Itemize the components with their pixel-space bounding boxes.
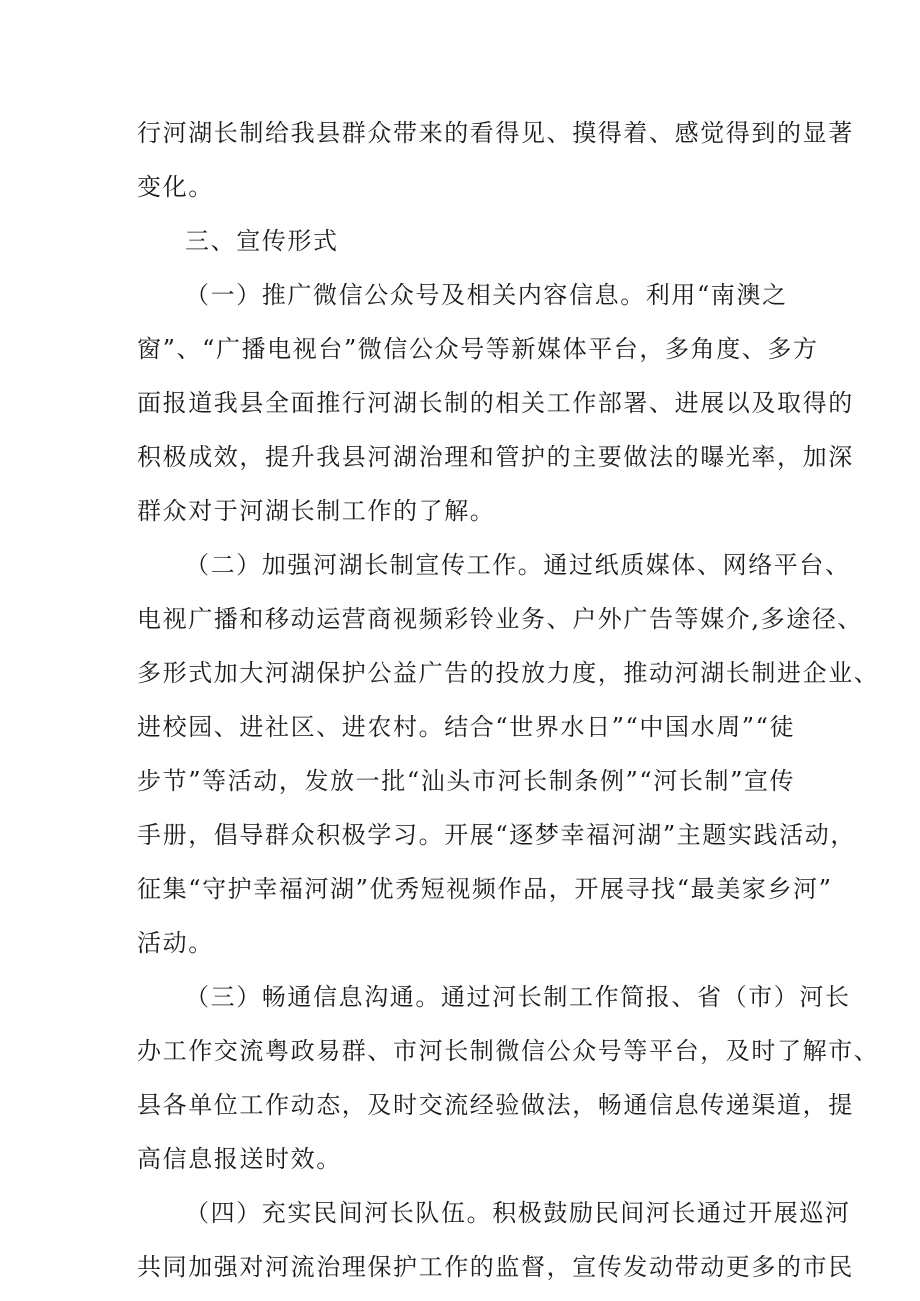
text-line: 共同加强对河流治理保护工作的监督，宣传发动带动更多的市民 — [137, 1253, 854, 1281]
text-line: （三）畅通信息沟通。通过河长制工作简报、省（市）河长 — [185, 983, 851, 1011]
text-line: 变化。 — [137, 173, 214, 201]
text-line: 电视广播和移动运营商视频彩铃业务、户外广告等媒介,多途径、 — [137, 605, 864, 633]
text-line: 手册，倡导群众积极学习。开展“逐梦幸福河湖”主题实践活动， — [137, 821, 856, 849]
text-line: （二）加强河湖长制宣传工作。通过纸质媒体、网络平台、 — [185, 551, 851, 579]
text-line: 办工作交流粤政易群、市河长制微信公众号等平台，及时了解市、 — [137, 1037, 880, 1065]
text-line: 群众对于河湖长制工作的了解。 — [137, 497, 496, 525]
text-line: 行河湖长制给我县群众带来的看得见、摸得着、感觉得到的显著 — [137, 119, 854, 147]
text-line: （四）充实民间河长队伍。积极鼓励民间河长通过开展巡河 — [185, 1199, 851, 1227]
section-heading: 三、宣传形式 — [185, 227, 339, 255]
text-line: 步节”等活动，发放一批“汕头市河长制条例”“河长制”宣传 — [137, 767, 796, 795]
text-line: 面报道我县全面推行河湖长制的相关工作部署、进展以及取得的 — [137, 389, 854, 417]
text-line: 征集“守护幸福河湖”优秀短视频作品，开展寻找“最美家乡河” — [137, 875, 833, 903]
text-line: 多形式加大河湖保护公益广告的投放力度，推动河湖长制进企业、 — [137, 659, 880, 687]
text-line: 高信息报送时效。 — [137, 1145, 342, 1173]
text-line: 活动。 — [137, 929, 214, 957]
text-line: 窗”、“广播电视台”微信公众号等新媒体平台，多角度、多方 — [137, 335, 819, 363]
text-line: 进校园、进社区、进农村。结合“世界水日”“中国水周”“徒 — [137, 713, 796, 741]
text-line: （一）推广微信公众号及相关内容信息。利用“南澳之 — [185, 281, 788, 309]
text-line: 积极成效，提升我县河湖治理和管护的主要做法的曝光率，加深 — [137, 443, 854, 471]
text-line: 县各单位工作动态，及时交流经验做法，畅通信息传递渠道，提 — [137, 1091, 854, 1119]
